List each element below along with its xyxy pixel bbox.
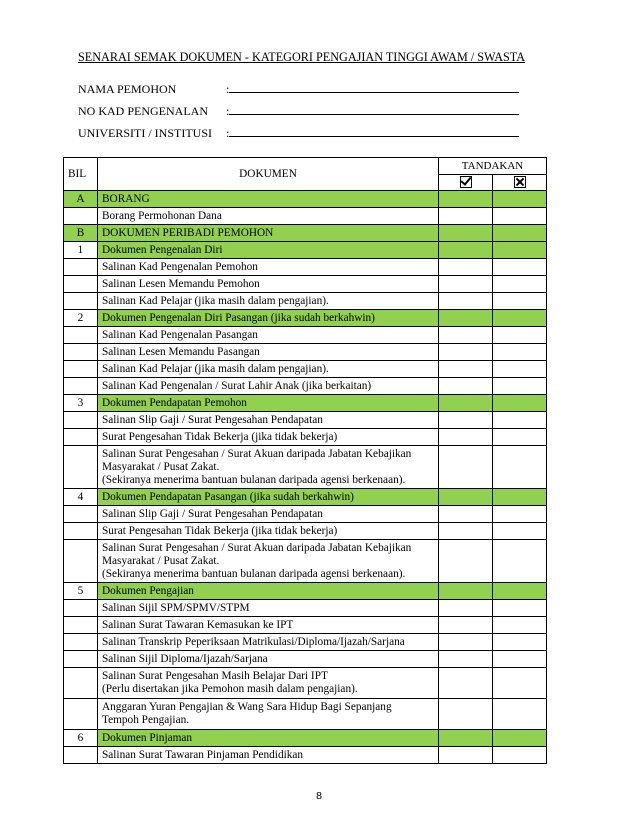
crossed-box-icon <box>514 176 526 188</box>
tick-cell <box>439 395 493 412</box>
tick-cell[interactable] <box>439 327 493 344</box>
cross-cell[interactable] <box>493 361 547 378</box>
row-bil <box>64 327 98 344</box>
tick-cell <box>439 730 493 747</box>
document-item-line: Anggaran Yuran Pengajian & Wang Sara Hidup Bagi Sepanjang <box>102 701 392 713</box>
field-blank-line[interactable] <box>229 127 519 137</box>
tick-cell[interactable] <box>439 378 493 395</box>
document-item <box>98 446 439 489</box>
row-bil <box>64 276 98 293</box>
row-bil <box>64 259 98 276</box>
tick-cell[interactable] <box>439 668 493 699</box>
table-row <box>64 699 547 730</box>
document-item-line: (Sekiranya menerima bantuan bulanan daripada agensi berkenaan). <box>102 567 406 580</box>
table-row <box>64 651 547 668</box>
field-no-kad-pengenalan <box>78 104 519 119</box>
table-row <box>64 747 547 764</box>
header-no-cell <box>493 175 547 191</box>
cross-cell[interactable] <box>493 651 547 668</box>
tick-cell[interactable] <box>439 429 493 446</box>
group-title: Dokumen Pendapatan Pemohon <box>98 395 439 412</box>
row-bil <box>64 523 98 540</box>
cross-cell[interactable] <box>493 412 547 429</box>
table-row <box>64 523 547 540</box>
row-bil <box>64 429 98 446</box>
header-tandakan: TANDAKAN <box>439 158 547 175</box>
document-item: Salinan Kad Pengenalan Pemohon <box>98 259 439 276</box>
row-bil <box>64 361 98 378</box>
table-row <box>64 668 547 699</box>
cross-cell[interactable] <box>493 327 547 344</box>
document-item: Surat Pengesahan Tidak Bekerja (jika tidak bekerja) <box>98 429 439 446</box>
tick-cell[interactable] <box>439 699 493 730</box>
document-item: Salinan Kad Pelajar (jika masih dalam pengajian). <box>98 293 439 310</box>
document-item <box>98 540 439 583</box>
document-item: Salinan Kad Pengenalan Pasangan <box>98 327 439 344</box>
table-row <box>64 395 547 412</box>
tick-cell[interactable] <box>439 651 493 668</box>
tick-cell[interactable] <box>439 523 493 540</box>
table-row <box>64 225 547 242</box>
row-bil <box>64 293 98 310</box>
row-bil <box>64 747 98 764</box>
table-row <box>64 242 547 259</box>
document-item-line: Tempoh Pengajian. <box>102 714 190 726</box>
table-row <box>64 412 547 429</box>
document-item-line: Masyarakat / Pusat Zakat. <box>102 460 220 473</box>
document-item: Salinan Sijil Diploma/Ijazah/Sarjana <box>98 651 439 668</box>
document-item <box>98 699 439 730</box>
row-bil <box>64 344 98 361</box>
group-title: Dokumen Pengenalan Diri Pasangan (jika sudah berkahwin) <box>98 310 439 327</box>
table-row <box>64 191 547 208</box>
table-row <box>64 276 547 293</box>
row-bil <box>64 651 98 668</box>
cross-cell[interactable] <box>493 600 547 617</box>
cross-cell <box>493 310 547 327</box>
header-dokumen: DOKUMEN <box>98 158 439 191</box>
table-row <box>64 327 547 344</box>
tick-cell[interactable] <box>439 276 493 293</box>
header-bil: BIL <box>64 158 98 191</box>
cross-cell <box>493 730 547 747</box>
tick-cell[interactable] <box>439 412 493 429</box>
document-item: Salinan Slip Gaji / Surat Pengesahan Pendapatan <box>98 412 439 429</box>
field-label: NAMA PEMOHON <box>78 82 177 96</box>
document-item-line: Salinan Surat Pengesahan / Surat Akuan daripada Jabatan Kebajikan <box>102 541 412 554</box>
row-bil: A <box>64 191 98 208</box>
table-row <box>64 506 547 523</box>
table-row <box>64 259 547 276</box>
row-bil <box>64 506 98 523</box>
cross-cell[interactable] <box>493 344 547 361</box>
cross-cell[interactable] <box>493 747 547 764</box>
group-title: Dokumen Pendapatan Pasangan (jika sudah berkahwin) <box>98 489 439 506</box>
cross-cell <box>493 489 547 506</box>
document-item: Salinan Surat Tawaran Kemasukan ke IPT <box>98 617 439 634</box>
field-label: NO KAD PENGENALAN <box>78 104 208 118</box>
table-row <box>64 600 547 617</box>
table-row <box>64 634 547 651</box>
table-row <box>64 540 547 583</box>
row-bil: 6 <box>64 730 98 747</box>
table-row <box>64 344 547 361</box>
document-item-line: (Sekiranya menerima bantuan bulanan daripada agensi berkenaan). <box>102 473 406 486</box>
table-row <box>64 617 547 634</box>
document-item: Salinan Transkrip Peperiksaan Matrikulasi/Diploma/Ijazah/Sarjana <box>98 634 439 651</box>
document-item: Salinan Kad Pelajar (jika masih dalam pengajian). <box>98 361 439 378</box>
row-bil: 5 <box>64 583 98 600</box>
document-item: Salinan Kad Pengenalan / Surat Lahir Anak (jika berkaitan) <box>98 378 439 395</box>
table-row <box>64 310 547 327</box>
tick-cell <box>439 310 493 327</box>
page-number: 8 <box>316 790 322 802</box>
tick-cell[interactable] <box>439 540 493 583</box>
table-row <box>64 583 547 600</box>
tick-cell <box>439 191 493 208</box>
row-bil <box>64 617 98 634</box>
checked-box-icon <box>460 176 472 188</box>
cross-cell <box>493 242 547 259</box>
table-row <box>64 361 547 378</box>
document-item-line: Salinan Surat Pengesahan Masih Belajar Dari IPT <box>102 670 328 682</box>
row-bil <box>64 412 98 429</box>
page-title: SENARAI SEMAK DOKUMEN - KATEGORI PENGAJIAN TINGGI AWAM / SWASTA <box>78 50 526 64</box>
row-bil <box>64 634 98 651</box>
tick-cell[interactable] <box>439 344 493 361</box>
field-label: UNIVERSITI / INSTITUSI <box>78 126 212 140</box>
row-bil <box>64 540 98 583</box>
tick-cell <box>439 242 493 259</box>
checklist-table <box>63 157 547 764</box>
row-bil <box>64 699 98 730</box>
cross-cell[interactable] <box>493 523 547 540</box>
cross-cell[interactable] <box>493 208 547 225</box>
tick-cell[interactable] <box>439 506 493 523</box>
cross-cell[interactable] <box>493 668 547 699</box>
table-row <box>64 730 547 747</box>
tick-cell[interactable] <box>439 634 493 651</box>
row-bil: 2 <box>64 310 98 327</box>
cross-cell[interactable] <box>493 293 547 310</box>
cross-cell[interactable] <box>493 446 547 489</box>
document-item-line: (Perlu disertakan jika Pemohon masih dalam pengajian). <box>102 683 358 695</box>
cross-cell <box>493 191 547 208</box>
document-item: Salinan Surat Tawaran Pinjaman Pendidikan <box>98 747 439 764</box>
document-item: Surat Pengesahan Tidak Bekerja (jika tidak bekerja) <box>98 523 439 540</box>
cross-cell[interactable] <box>493 378 547 395</box>
field-colon: : <box>226 126 230 140</box>
field-blank-line[interactable] <box>229 83 519 93</box>
row-bil <box>64 378 98 395</box>
document-item <box>98 668 439 699</box>
table-row <box>64 489 547 506</box>
row-bil <box>64 446 98 489</box>
section-title: BORANG <box>98 191 439 208</box>
cross-cell[interactable] <box>493 699 547 730</box>
row-bil <box>64 208 98 225</box>
tick-cell[interactable] <box>439 259 493 276</box>
field-colon: : <box>226 104 230 118</box>
group-title: Dokumen Pengajian <box>98 583 439 600</box>
header-row <box>64 158 547 175</box>
section-title: DOKUMEN PERIBADI PEMOHON <box>98 225 439 242</box>
table-row <box>64 293 547 310</box>
cross-cell <box>493 225 547 242</box>
cross-cell[interactable] <box>493 617 547 634</box>
table-row <box>64 446 547 489</box>
cross-cell[interactable] <box>493 634 547 651</box>
row-bil <box>64 600 98 617</box>
document-item: Salinan Lesen Memandu Pasangan <box>98 344 439 361</box>
field-blank-line[interactable] <box>229 105 519 115</box>
tick-cell[interactable] <box>439 361 493 378</box>
cross-cell[interactable] <box>493 276 547 293</box>
tick-cell <box>439 583 493 600</box>
cross-cell[interactable] <box>493 429 547 446</box>
row-bil: B <box>64 225 98 242</box>
tick-cell[interactable] <box>439 208 493 225</box>
cross-cell <box>493 395 547 412</box>
document-item: Borang Permohonan Dana <box>98 208 439 225</box>
field-colon: : <box>226 82 230 96</box>
tick-cell <box>439 489 493 506</box>
tick-cell[interactable] <box>439 600 493 617</box>
cross-cell[interactable] <box>493 259 547 276</box>
document-item-line: Masyarakat / Pusat Zakat. <box>102 554 220 567</box>
tick-cell[interactable] <box>439 617 493 634</box>
tick-cell <box>439 225 493 242</box>
group-title: Dokumen Pengenalan Diri <box>98 242 439 259</box>
row-bil <box>64 668 98 699</box>
cross-cell <box>493 583 547 600</box>
document-item: Salinan Sijil SPM/SPMV/STPM <box>98 600 439 617</box>
tick-cell[interactable] <box>439 446 493 489</box>
document-item: Salinan Lesen Memandu Pemohon <box>98 276 439 293</box>
row-bil: 4 <box>64 489 98 506</box>
tick-cell[interactable] <box>439 293 493 310</box>
document-item: Salinan Slip Gaji / Surat Pengesahan Pendapatan <box>98 506 439 523</box>
cross-cell[interactable] <box>493 540 547 583</box>
row-bil: 3 <box>64 395 98 412</box>
table-row <box>64 208 547 225</box>
tick-cell[interactable] <box>439 747 493 764</box>
group-title: Dokumen Pinjaman <box>98 730 439 747</box>
field-universiti-institusi <box>78 126 519 141</box>
header-yes-cell <box>439 175 493 191</box>
table-row <box>64 429 547 446</box>
table-row <box>64 378 547 395</box>
row-bil: 1 <box>64 242 98 259</box>
cross-cell[interactable] <box>493 506 547 523</box>
document-item-line: Salinan Surat Pengesahan / Surat Akuan daripada Jabatan Kebajikan <box>102 447 412 460</box>
field-nama-pemohon <box>78 82 519 97</box>
